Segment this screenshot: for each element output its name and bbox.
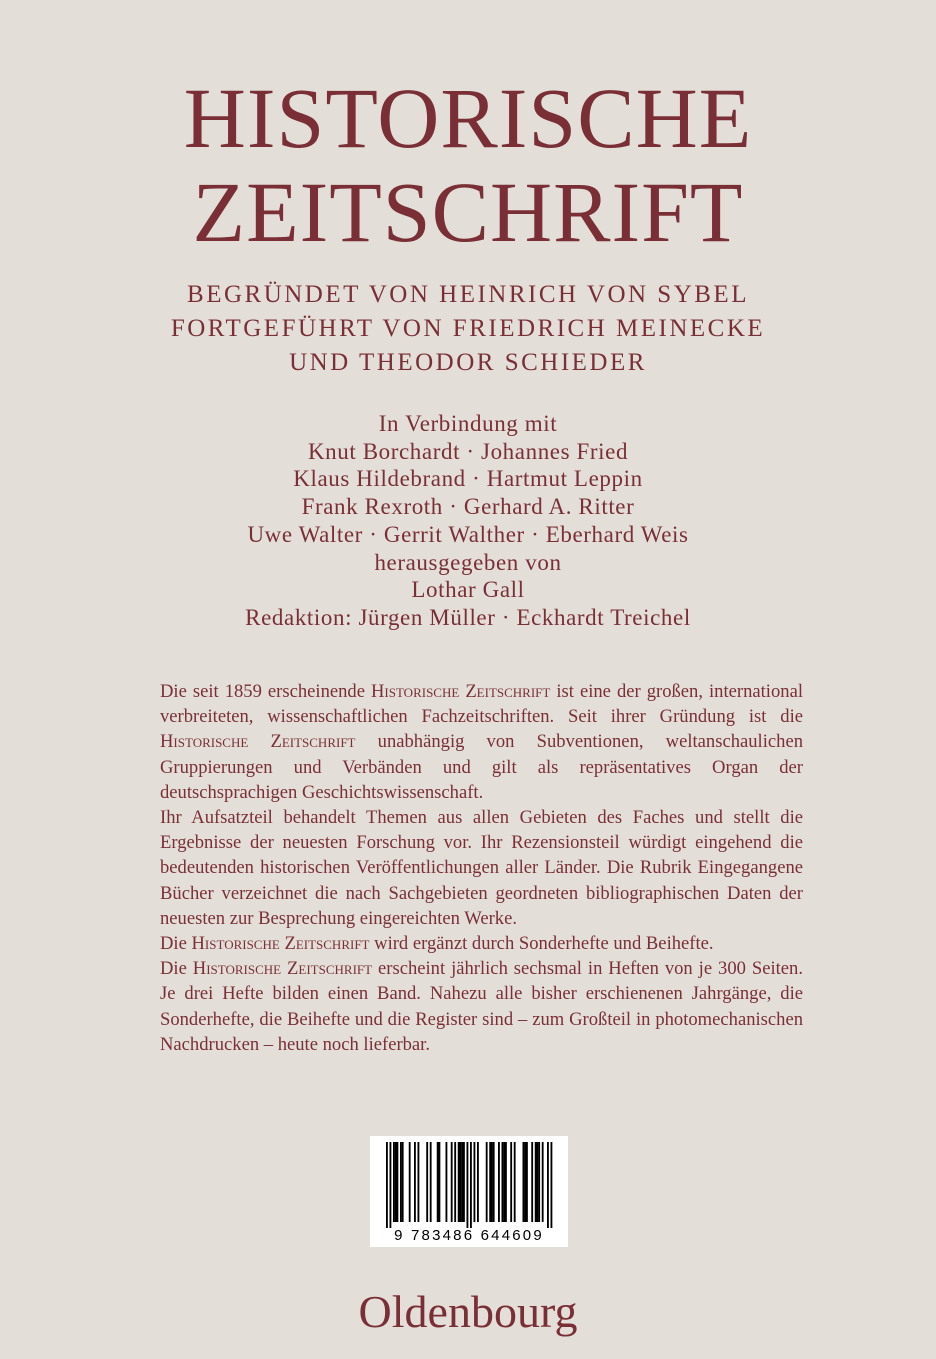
barcode-bar <box>414 1142 416 1222</box>
publisher-logo: Oldenbourg <box>358 1286 578 1337</box>
barcode-bar <box>505 1142 507 1222</box>
editors-line: Uwe Walter · Gerrit Walther · Eberhard Weis <box>247 521 689 547</box>
barcode-bar <box>538 1142 540 1222</box>
barcode-bar <box>418 1142 420 1222</box>
barcode-bar <box>542 1142 544 1222</box>
barcode-bar <box>491 1142 493 1222</box>
barcode-bar <box>524 1142 526 1222</box>
barcode-bar <box>489 1142 491 1222</box>
editors-block <box>0 410 936 632</box>
isbn-barcode <box>370 1136 568 1247</box>
barcode-bar <box>486 1142 488 1222</box>
barcode-bar <box>439 1142 441 1222</box>
editors-line: Redaktion: Jürgen Müller · Eckhardt Treichel <box>245 604 691 630</box>
barcode-bar <box>426 1142 428 1222</box>
journal-name: Historische Zeitschrift <box>191 933 370 955</box>
barcode-bar <box>454 1142 456 1222</box>
barcode-bar <box>386 1142 388 1228</box>
editors-line: Lothar Gall <box>411 577 525 603</box>
barcode-bar <box>397 1142 399 1222</box>
journal-name: Historische Zeitschrift <box>192 958 373 980</box>
barcode-bar <box>514 1142 516 1222</box>
description-paragraph: Die Historische Zeitschrift erscheint jährlich sechsmal in Heften von je 300 Seiten. Je drei Hefte bilden einen Band. Nahezu alle bisher erschienenen Jahrgänge, die Sonderhefte, die Beihefte und die Register sind – zum Großteil in photomechanischen Nachdrucken – heute noch lieferbar. <box>160 958 803 1055</box>
journal-description <box>160 679 803 1057</box>
barcode-bar <box>535 1142 537 1222</box>
barcode-bar <box>461 1142 463 1222</box>
barcode-bar <box>430 1142 432 1222</box>
journal-name: Historische Zeitschrift <box>160 731 356 753</box>
barcode-bar <box>446 1142 448 1222</box>
editors-line: Frank Rexroth · Gerhard A. Ritter <box>301 494 635 520</box>
barcode-bar <box>470 1142 472 1228</box>
barcode-bar <box>393 1142 395 1222</box>
founders-line: UND THEODOR SCHIEDER <box>289 349 647 376</box>
barcode-bar <box>463 1142 465 1222</box>
barcode-bar <box>390 1142 392 1228</box>
barcode-bar <box>409 1142 411 1222</box>
barcode-bar <box>498 1142 500 1222</box>
barcode-bar <box>510 1142 512 1222</box>
barcode-bar <box>477 1142 479 1222</box>
barcode-bar <box>537 1142 539 1222</box>
barcode-bar <box>402 1142 404 1222</box>
barcode-bar <box>493 1142 495 1222</box>
barcode-bar <box>460 1142 462 1222</box>
journal-title-line2: ZEITSCHRIFT <box>192 164 744 260</box>
barcode-bar <box>503 1142 505 1222</box>
barcode-bar <box>531 1142 533 1222</box>
barcode-bar <box>523 1142 525 1222</box>
barcode-bar <box>551 1142 553 1228</box>
barcode-bar <box>467 1142 469 1228</box>
barcode-bar <box>526 1142 528 1222</box>
barcode-bar <box>437 1142 439 1222</box>
founders-line: FORTGEFÜHRT VON FRIEDRICH MEINECKE <box>170 315 766 342</box>
barcode-bar <box>547 1142 549 1228</box>
barcode-bar <box>451 1142 453 1222</box>
journal-title-line1: HISTORISCHE <box>183 70 753 166</box>
journal-name: Historische Zeitschrift <box>370 681 551 702</box>
barcode-digits: 9 783486 644609 <box>394 1227 544 1244</box>
editors-line: Klaus Hildebrand · Hartmut Leppin <box>293 466 643 492</box>
barcode-bar <box>395 1142 397 1222</box>
barcode-bars <box>370 1136 568 1228</box>
editors-line: herausgegeben von <box>374 549 562 575</box>
description-paragraph: Die Historische Zeitschrift wird ergänzt durch Sonderhefte und Beihefte. <box>160 933 714 955</box>
editors-line: In Verbindung mit <box>378 411 558 436</box>
description-paragraph: Ihr Aufsatzteil behandelt Themen aus allen Gebieten des Faches und stellt die Ergebnisse der neuesten Forschung vor. Ihr Rezensionsteil würdigt eingehend die bedeutenden historischen Veröffentlichungen aller Länder. Die Rubrik Eingegangene Bücher verzeichnet die nach Sachgebieten geordneten bibliographischen Daten der neuesten zur Besprechung eingereichten Werke. <box>160 807 803 929</box>
barcode-bar <box>400 1142 402 1222</box>
barcode-bar <box>502 1142 504 1222</box>
description-paragraph: Die seit 1859 erscheinende Historische Zeitschrift ist eine der großen, international verbreiteten, wissenschaftlichen Fachzeitschriften. Seit ihrer Gründung ist die Historische Zeitschrift unabhängig von Subventionen, weltanschaulichen Gruppierungen und Verbänden und gilt als repräsentatives Organ der deutschsprachigen Geschichtswissenschaft. <box>160 681 803 803</box>
editors-line: Knut Borchardt · Johannes Fried <box>307 438 629 464</box>
founders-block <box>0 278 936 380</box>
founders-line: BEGRÜNDET VON HEINRICH VON SYBEL <box>187 281 749 308</box>
barcode-bar <box>458 1142 460 1222</box>
barcode-bar <box>474 1142 476 1222</box>
